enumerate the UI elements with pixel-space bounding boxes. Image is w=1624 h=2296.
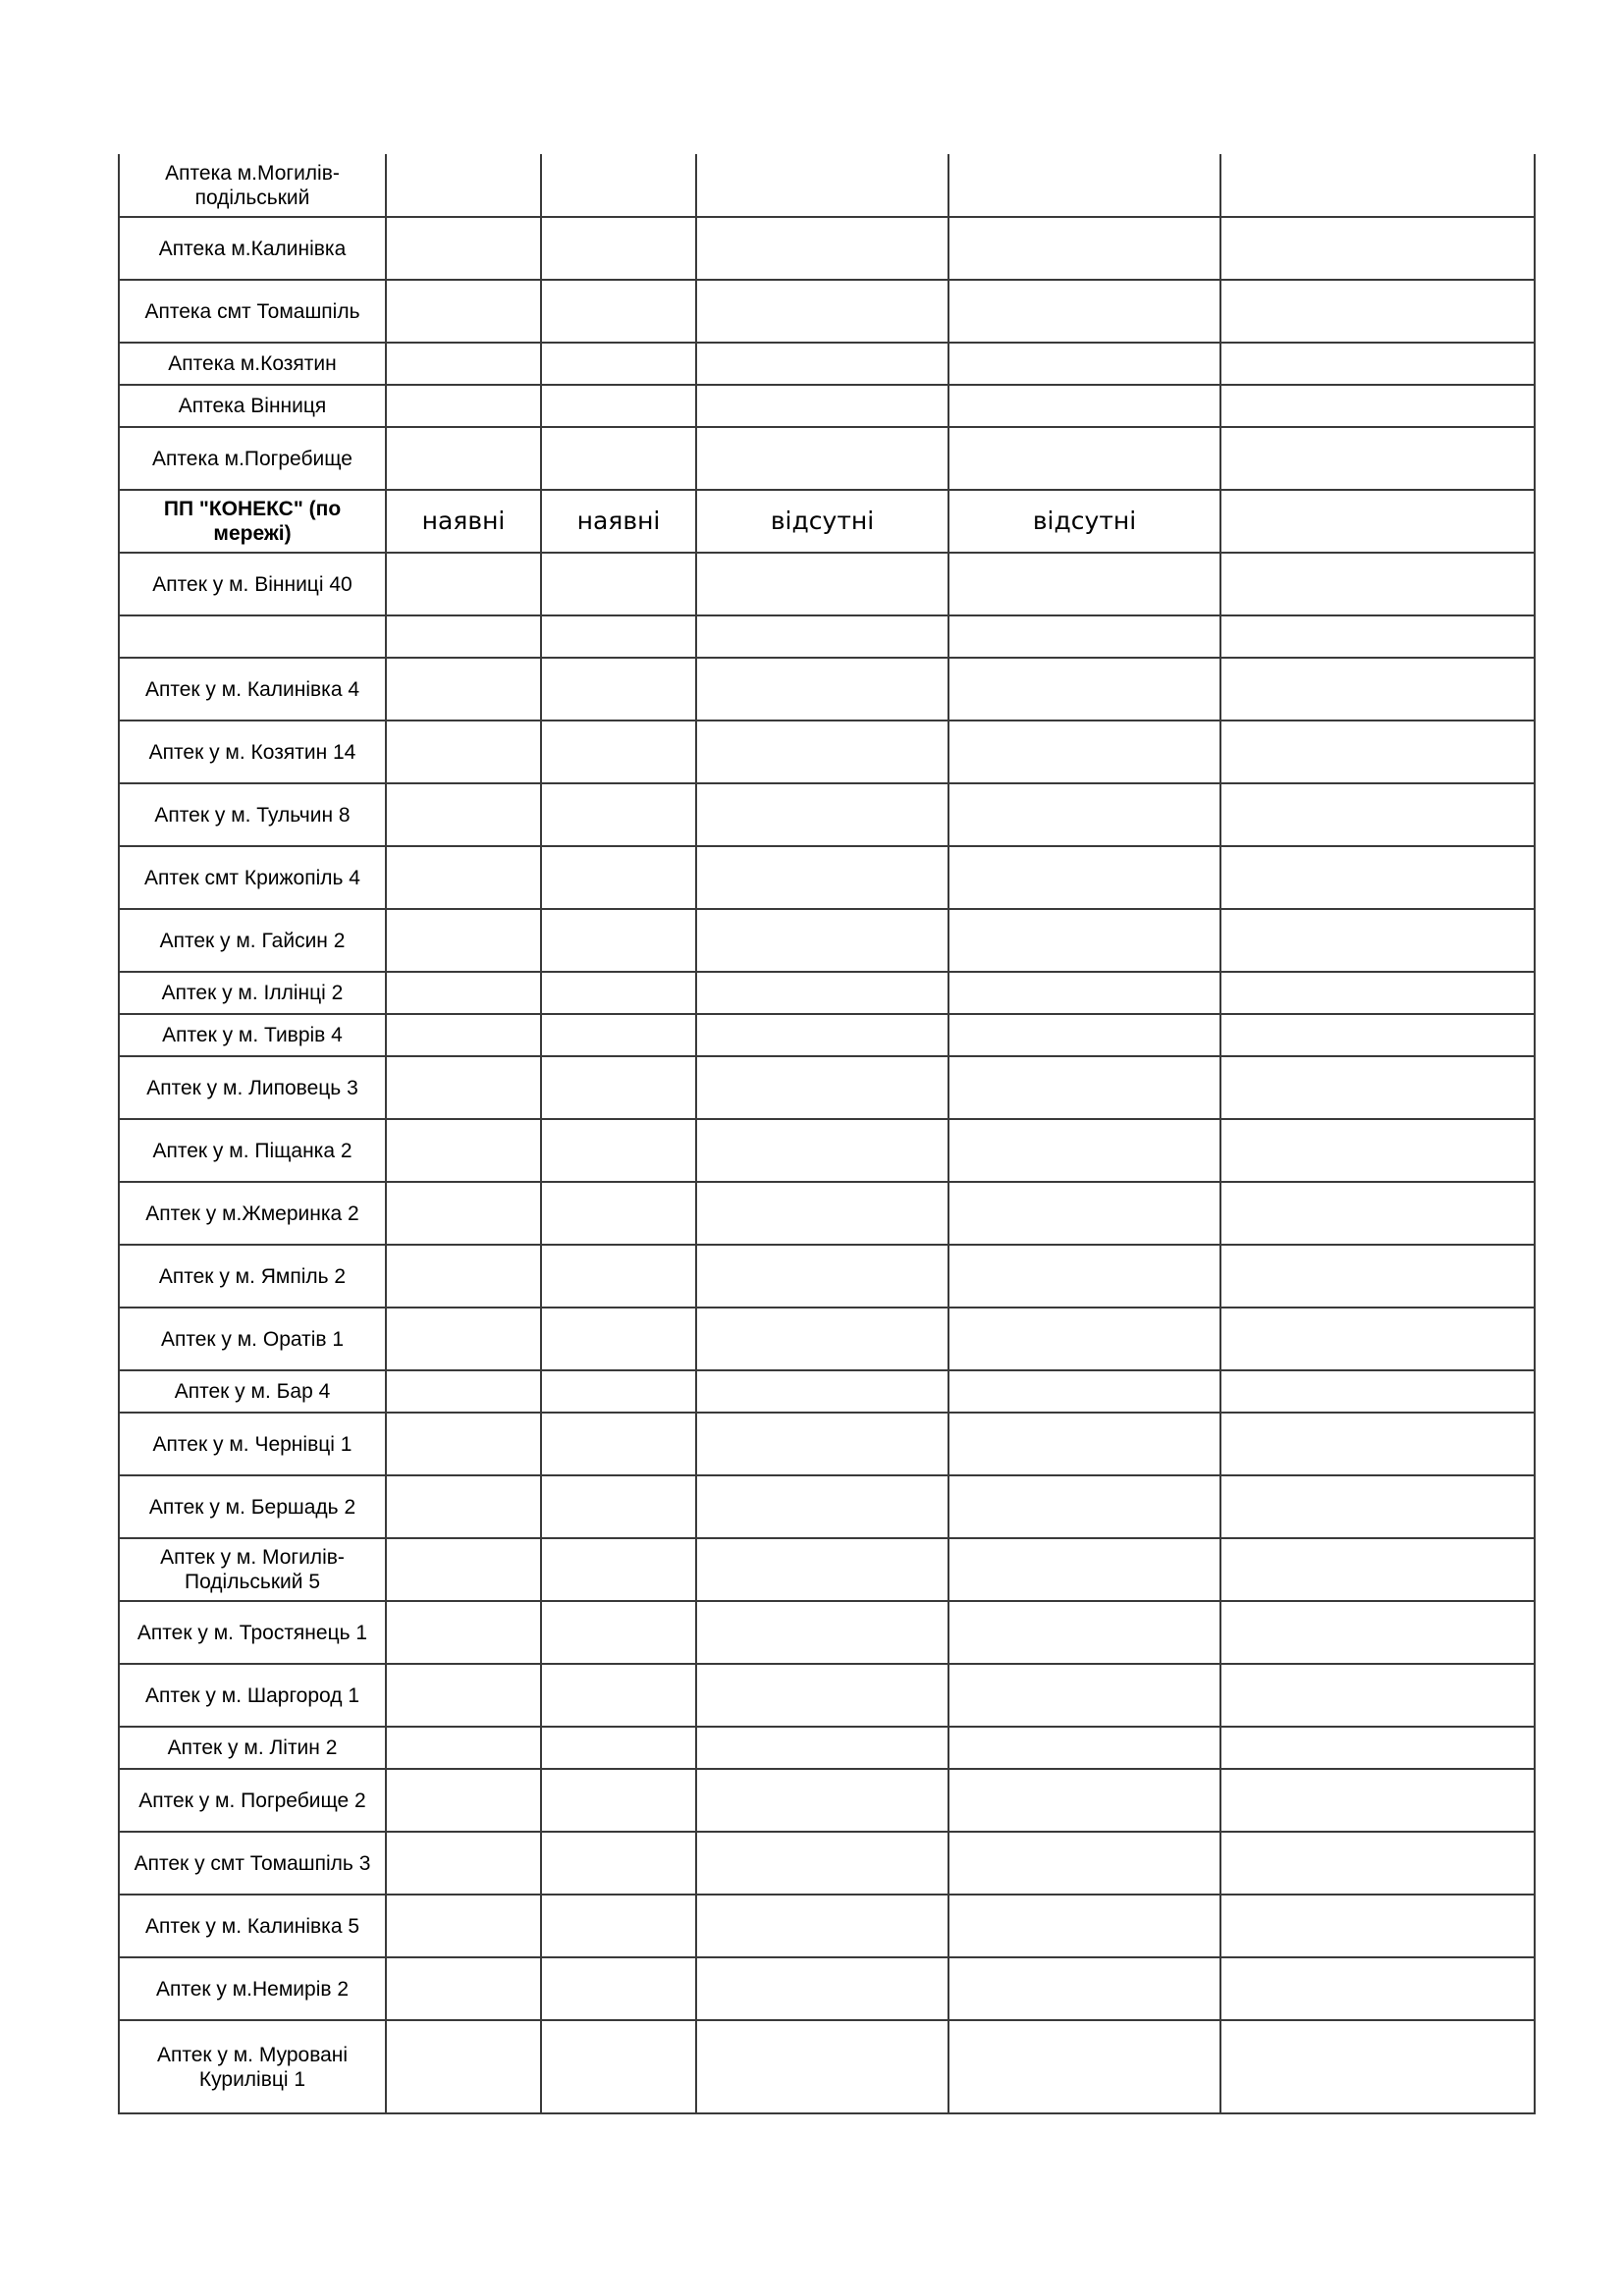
availability-cell: [696, 1832, 948, 1895]
pharmacy-name-cell: Аптек у смт Томашпіль 3: [119, 1832, 386, 1895]
availability-cell: [948, 1245, 1220, 1308]
pharmacy-name-cell: Аптек у м. Гайсин 2: [119, 909, 386, 972]
availability-cell: [386, 427, 541, 490]
availability-cell: [386, 1475, 541, 1538]
pharmacy-name-cell: Аптека м.Могилів-подільський: [119, 154, 386, 217]
availability-cell: [541, 1370, 696, 1413]
availability-cell: [386, 1538, 541, 1601]
availability-cell: [948, 1119, 1220, 1182]
table-row: [119, 1769, 1535, 1832]
availability-cell: [541, 2020, 696, 2113]
availability-cell: [541, 280, 696, 343]
availability-cell: [1220, 217, 1535, 280]
availability-cell: [1220, 783, 1535, 846]
availability-cell: [948, 909, 1220, 972]
availability-cell: [386, 1413, 541, 1475]
availability-cell: [386, 1182, 541, 1245]
availability-cell: [541, 343, 696, 385]
table-row: [119, 1895, 1535, 1957]
availability-cell: [1220, 553, 1535, 615]
pharmacy-name-cell: ПП "КОНЕКС" (по мережі): [119, 490, 386, 553]
availability-cell: [541, 1245, 696, 1308]
availability-cell: [541, 658, 696, 721]
table-row: [119, 1014, 1535, 1056]
availability-cell: [696, 1895, 948, 1957]
availability-cell: [386, 615, 541, 658]
availability-cell: [386, 1308, 541, 1370]
availability-cell: [948, 721, 1220, 783]
availability-cell: [541, 721, 696, 783]
pharmacy-name-cell: Аптек у м.Жмеринка 2: [119, 1182, 386, 1245]
availability-cell: [948, 1601, 1220, 1664]
pharmacy-name-cell: Аптек у м. Тиврів 4: [119, 1014, 386, 1056]
availability-cell: [1220, 1056, 1535, 1119]
availability-cell: [1220, 721, 1535, 783]
pharmacy-name-cell: Аптек у м. Літин 2: [119, 1727, 386, 1769]
table-row: [119, 553, 1535, 615]
availability-cell: [386, 1727, 541, 1769]
availability-cell: [1220, 658, 1535, 721]
availability-cell: [541, 385, 696, 427]
availability-cell: [1220, 1895, 1535, 1957]
availability-cell: [541, 1769, 696, 1832]
availability-cell: [541, 1538, 696, 1601]
availability-cell: [696, 783, 948, 846]
availability-cell: [696, 154, 948, 217]
availability-cell: [541, 1957, 696, 2020]
availability-cell: [541, 427, 696, 490]
availability-cell: [948, 154, 1220, 217]
availability-cell: [696, 658, 948, 721]
availability-cell: [696, 1182, 948, 1245]
availability-cell: [386, 846, 541, 909]
availability-cell: [541, 1014, 696, 1056]
availability-cell: [696, 217, 948, 280]
availability-cell: [541, 1601, 696, 1664]
table-row: [119, 1475, 1535, 1538]
availability-cell: [696, 615, 948, 658]
pharmacy-name-cell: Аптек у м. Піщанка 2: [119, 1119, 386, 1182]
pharmacy-name-cell: Аптек у м. Оратів 1: [119, 1308, 386, 1370]
table-row: [119, 427, 1535, 490]
table-row: [119, 783, 1535, 846]
availability-cell: [1220, 1413, 1535, 1475]
availability-cell: [696, 427, 948, 490]
availability-cell: [1220, 1832, 1535, 1895]
table-row: [119, 1370, 1535, 1413]
availability-cell: [696, 1245, 948, 1308]
availability-cell: [541, 553, 696, 615]
pharmacy-name-cell: Аптек у м. Козятин 14: [119, 721, 386, 783]
availability-cell: [1220, 615, 1535, 658]
availability-cell: [696, 1413, 948, 1475]
availability-cell: [1220, 1308, 1535, 1370]
pharmacy-name-cell: Аптек у м. Мурованi Курилівці 1: [119, 2020, 386, 2113]
pharmacy-name-cell: Аптек у м. Чернівці 1: [119, 1413, 386, 1475]
availability-cell: [541, 1119, 696, 1182]
availability-cell: [1220, 2020, 1535, 2113]
availability-cell: [696, 553, 948, 615]
availability-cell: [1220, 343, 1535, 385]
pharmacy-name-cell: Аптек у м. Калинівка 5: [119, 1895, 386, 1957]
pharmacy-name-cell: Аптек у м. Калинівка 4: [119, 658, 386, 721]
availability-cell: [948, 615, 1220, 658]
availability-cell: [948, 280, 1220, 343]
pharmacy-name-cell: Аптек у м. Ямпіль 2: [119, 1245, 386, 1308]
pharmacy-name-cell: [119, 615, 386, 658]
availability-cell: [696, 1664, 948, 1727]
availability-cell: [1220, 1245, 1535, 1308]
availability-cell: [386, 154, 541, 217]
table-row: [119, 1538, 1535, 1601]
availability-cell: наявні: [386, 490, 541, 553]
pharmacy-availability-table-page: [118, 154, 1534, 2114]
availability-cell: [696, 721, 948, 783]
availability-cell: [948, 658, 1220, 721]
availability-cell: [948, 1832, 1220, 1895]
availability-cell: [1220, 1769, 1535, 1832]
availability-cell: [386, 1056, 541, 1119]
pharmacy-name-cell: Аптека м.Козятин: [119, 343, 386, 385]
availability-cell: [386, 783, 541, 846]
pharmacy-name-cell: Аптек смт Крижопіль 4: [119, 846, 386, 909]
table-row: [119, 385, 1535, 427]
table-row: [119, 615, 1535, 658]
availability-cell: [1220, 280, 1535, 343]
table-row: [119, 1056, 1535, 1119]
pharmacy-name-cell: Аптек у м. Шаргород 1: [119, 1664, 386, 1727]
table-row: [119, 1245, 1535, 1308]
table-row: [119, 658, 1535, 721]
pharmacy-name-cell: Аптек у м. Бар 4: [119, 1370, 386, 1413]
availability-cell: [386, 1014, 541, 1056]
availability-cell: [948, 1413, 1220, 1475]
availability-cell: [386, 385, 541, 427]
availability-cell: [386, 1664, 541, 1727]
availability-cell: [541, 1832, 696, 1895]
availability-cell: [386, 1832, 541, 1895]
availability-cell: [948, 385, 1220, 427]
availability-cell: [948, 343, 1220, 385]
pharmacy-name-cell: Аптек у м. Липовець 3: [119, 1056, 386, 1119]
availability-cell: [948, 1014, 1220, 1056]
availability-cell: [386, 1245, 541, 1308]
availability-cell: [696, 846, 948, 909]
table-row: [119, 846, 1535, 909]
table-row: [119, 280, 1535, 343]
availability-cell: [948, 1308, 1220, 1370]
pharmacy-name-cell: Аптек у м. Погребище 2: [119, 1769, 386, 1832]
availability-cell: [386, 217, 541, 280]
availability-cell: [696, 1601, 948, 1664]
pharmacy-name-cell: Аптек у м. Бершадь 2: [119, 1475, 386, 1538]
availability-cell: [386, 972, 541, 1014]
pharmacy-name-cell: Аптек у м. Тульчин 8: [119, 783, 386, 846]
availability-cell: [1220, 1957, 1535, 2020]
table-row: [119, 490, 1535, 553]
pharmacy-name-cell: Аптек у м. Могилів-Подільський 5: [119, 1538, 386, 1601]
availability-cell: [948, 1664, 1220, 1727]
table-row: [119, 343, 1535, 385]
availability-cell: [1220, 972, 1535, 1014]
pharmacy-name-cell: Аптек у м. Тростянець 1: [119, 1601, 386, 1664]
table-body: [119, 154, 1535, 2113]
table-row: [119, 909, 1535, 972]
availability-cell: [948, 2020, 1220, 2113]
availability-cell: [1220, 846, 1535, 909]
table-row: [119, 972, 1535, 1014]
availability-cell: [386, 1769, 541, 1832]
table-row: [119, 1308, 1535, 1370]
availability-cell: [948, 1895, 1220, 1957]
table-row: [119, 1727, 1535, 1769]
availability-cell: [541, 1182, 696, 1245]
availability-cell: [386, 343, 541, 385]
availability-cell: [948, 972, 1220, 1014]
availability-cell: [948, 1727, 1220, 1769]
availability-cell: [541, 783, 696, 846]
availability-cell: [1220, 1370, 1535, 1413]
availability-cell: [948, 1538, 1220, 1601]
table-row: [119, 217, 1535, 280]
availability-cell: відсутні: [948, 490, 1220, 553]
pharmacy-availability-table: [118, 154, 1536, 2114]
availability-cell: [1220, 154, 1535, 217]
availability-cell: [948, 1769, 1220, 1832]
availability-cell: [696, 1475, 948, 1538]
availability-cell: [696, 1957, 948, 2020]
availability-cell: [541, 1308, 696, 1370]
availability-cell: [386, 658, 541, 721]
availability-cell: [1220, 1475, 1535, 1538]
pharmacy-name-cell: Аптек у м. Вінниці 40: [119, 553, 386, 615]
pharmacy-name-cell: Аптека м.Калинівка: [119, 217, 386, 280]
availability-cell: [541, 1727, 696, 1769]
availability-cell: [541, 909, 696, 972]
availability-cell: [386, 1601, 541, 1664]
availability-cell: [696, 1308, 948, 1370]
availability-cell: [386, 2020, 541, 2113]
availability-cell: [696, 280, 948, 343]
pharmacy-name-cell: Аптека смт Томашпіль: [119, 280, 386, 343]
table-row: [119, 721, 1535, 783]
table-row: [119, 1413, 1535, 1475]
availability-cell: [1220, 385, 1535, 427]
availability-cell: [386, 1957, 541, 2020]
availability-cell: [541, 1056, 696, 1119]
availability-cell: наявні: [541, 490, 696, 553]
pharmacy-name-cell: Аптек у м.Немирів 2: [119, 1957, 386, 2020]
availability-cell: [386, 553, 541, 615]
table-row: [119, 1832, 1535, 1895]
availability-cell: [1220, 427, 1535, 490]
pharmacy-name-cell: Аптека Вінниця: [119, 385, 386, 427]
availability-cell: [696, 1727, 948, 1769]
availability-cell: [1220, 1014, 1535, 1056]
availability-cell: [696, 909, 948, 972]
availability-cell: [541, 1475, 696, 1538]
availability-cell: [948, 846, 1220, 909]
availability-cell: [541, 1895, 696, 1957]
availability-cell: [948, 1957, 1220, 2020]
availability-cell: [1220, 1664, 1535, 1727]
availability-cell: [541, 1664, 696, 1727]
availability-cell: відсутні: [696, 490, 948, 553]
availability-cell: [948, 427, 1220, 490]
availability-cell: [386, 1370, 541, 1413]
table-row: [119, 1119, 1535, 1182]
table-row: [119, 1957, 1535, 2020]
availability-cell: [948, 553, 1220, 615]
availability-cell: [948, 1370, 1220, 1413]
availability-cell: [696, 1119, 948, 1182]
availability-cell: [948, 1475, 1220, 1538]
availability-cell: [386, 280, 541, 343]
pharmacy-name-cell: Аптека м.Погребище: [119, 427, 386, 490]
availability-cell: [1220, 1119, 1535, 1182]
availability-cell: [1220, 1601, 1535, 1664]
availability-cell: [696, 1056, 948, 1119]
availability-cell: [386, 1119, 541, 1182]
table-row: [119, 154, 1535, 217]
table-row: [119, 1601, 1535, 1664]
availability-cell: [696, 343, 948, 385]
availability-cell: [541, 1413, 696, 1475]
availability-cell: [948, 217, 1220, 280]
availability-cell: [1220, 1538, 1535, 1601]
availability-cell: [386, 721, 541, 783]
availability-cell: [696, 1769, 948, 1832]
availability-cell: [541, 615, 696, 658]
availability-cell: [696, 1538, 948, 1601]
availability-cell: [541, 846, 696, 909]
availability-cell: [696, 972, 948, 1014]
table-row: [119, 1182, 1535, 1245]
availability-cell: [541, 217, 696, 280]
pharmacy-name-cell: Аптек у м. Іллінці 2: [119, 972, 386, 1014]
availability-cell: [948, 1182, 1220, 1245]
availability-cell: [696, 1014, 948, 1056]
table-row: [119, 2020, 1535, 2113]
availability-cell: [1220, 1727, 1535, 1769]
availability-cell: [1220, 1182, 1535, 1245]
availability-cell: [386, 909, 541, 972]
availability-cell: [1220, 490, 1535, 553]
availability-cell: [696, 385, 948, 427]
availability-cell: [541, 972, 696, 1014]
table-row: [119, 1664, 1535, 1727]
availability-cell: [541, 154, 696, 217]
availability-cell: [1220, 909, 1535, 972]
availability-cell: [386, 1895, 541, 1957]
availability-cell: [696, 1370, 948, 1413]
availability-cell: [948, 1056, 1220, 1119]
availability-cell: [948, 783, 1220, 846]
availability-cell: [696, 2020, 948, 2113]
